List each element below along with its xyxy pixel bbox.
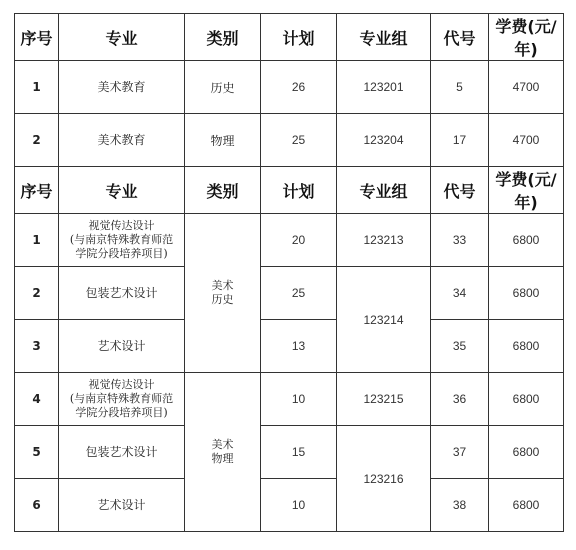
- row-number: 4: [15, 373, 59, 426]
- major-cell: 艺术设计: [59, 479, 185, 532]
- plan-cell: 26: [261, 61, 337, 114]
- plan-cell: 10: [261, 373, 337, 426]
- fee-cell: 6800: [489, 214, 564, 267]
- table-row: [15, 267, 564, 320]
- code-cell: 38: [431, 479, 489, 532]
- table-row: [15, 320, 564, 373]
- major-cell: [59, 373, 185, 426]
- header-cell-plan: 计划: [261, 167, 337, 214]
- plan-cell: 25: [261, 114, 337, 167]
- group-cell: 123213: [337, 214, 431, 267]
- admission-plan-table: [14, 13, 564, 532]
- group-cell: 123215: [337, 373, 431, 426]
- major-line: 学院分段培养项目): [75, 406, 168, 419]
- fee-cell: 4700: [489, 61, 564, 114]
- code-cell: 33: [431, 214, 489, 267]
- header-cell-no: 序号: [15, 167, 59, 214]
- fee-cell: 4700: [489, 114, 564, 167]
- row-number: 5: [15, 426, 59, 479]
- category-line: 历史: [211, 293, 234, 306]
- code-cell: 34: [431, 267, 489, 320]
- header-cell-major: 专业: [59, 167, 185, 214]
- code-cell: 35: [431, 320, 489, 373]
- group-cell: 123204: [337, 114, 431, 167]
- row-number: 1: [15, 61, 59, 114]
- code-cell: 17: [431, 114, 489, 167]
- major-line: 视觉传达设计: [88, 219, 155, 232]
- major-line: 视觉传达设计: [88, 378, 155, 391]
- plan-cell: 25: [261, 267, 337, 320]
- major-cell: 美术教育: [59, 61, 185, 114]
- major-line: (与南京特殊教育师范: [69, 233, 174, 246]
- category-line: 美术: [211, 279, 234, 292]
- code-cell: 36: [431, 373, 489, 426]
- group-cell: 123216: [337, 426, 431, 532]
- major-cell: 包装艺术设计: [59, 426, 185, 479]
- header-cell-group: 专业组: [337, 14, 431, 61]
- category-line: 美术: [211, 438, 234, 451]
- table-row: [15, 479, 564, 532]
- row-number: 2: [15, 114, 59, 167]
- major-cell: 美术教育: [59, 114, 185, 167]
- fee-cell: 6800: [489, 479, 564, 532]
- table-header-row: [15, 167, 564, 214]
- table-row: [15, 426, 564, 479]
- category-cell-arts-physics: [185, 373, 261, 532]
- header-cell-code: 代号: [431, 167, 489, 214]
- category-line: 物理: [211, 452, 234, 465]
- major-cell: 包装艺术设计: [59, 267, 185, 320]
- header-cell-no: 序号: [15, 14, 59, 61]
- header-cell-code: 代号: [431, 14, 489, 61]
- header-cell-fee: 学费(元/年): [489, 14, 564, 61]
- row-number: 1: [15, 214, 59, 267]
- table-row: [15, 114, 564, 167]
- major-cell: 艺术设计: [59, 320, 185, 373]
- table-header-row: [15, 14, 564, 61]
- table-row: [15, 373, 564, 426]
- category-cell-arts-history: [185, 214, 261, 373]
- category-cell: 物理: [185, 114, 261, 167]
- fee-cell: 6800: [489, 267, 564, 320]
- plan-cell: 10: [261, 479, 337, 532]
- fee-cell: 6800: [489, 373, 564, 426]
- plan-cell: 13: [261, 320, 337, 373]
- major-line: 学院分段培养项目): [75, 247, 168, 260]
- row-number: 2: [15, 267, 59, 320]
- code-cell: 37: [431, 426, 489, 479]
- header-cell-category: 类别: [185, 14, 261, 61]
- row-number: 6: [15, 479, 59, 532]
- header-cell-fee: 学费(元/年): [489, 167, 564, 214]
- group-cell: 123214: [337, 267, 431, 373]
- header-cell-plan: 计划: [261, 14, 337, 61]
- header-cell-group: 专业组: [337, 167, 431, 214]
- fee-cell: 6800: [489, 320, 564, 373]
- header-cell-category: 类别: [185, 167, 261, 214]
- fee-cell: 6800: [489, 426, 564, 479]
- header-cell-major: 专业: [59, 14, 185, 61]
- table-row: [15, 214, 564, 267]
- row-number: 3: [15, 320, 59, 373]
- table-row: [15, 61, 564, 114]
- code-cell: 5: [431, 61, 489, 114]
- major-cell: [59, 214, 185, 267]
- group-cell: 123201: [337, 61, 431, 114]
- plan-cell: 20: [261, 214, 337, 267]
- major-line: (与南京特殊教育师范: [69, 392, 174, 405]
- plan-cell: 15: [261, 426, 337, 479]
- category-cell: 历史: [185, 61, 261, 114]
